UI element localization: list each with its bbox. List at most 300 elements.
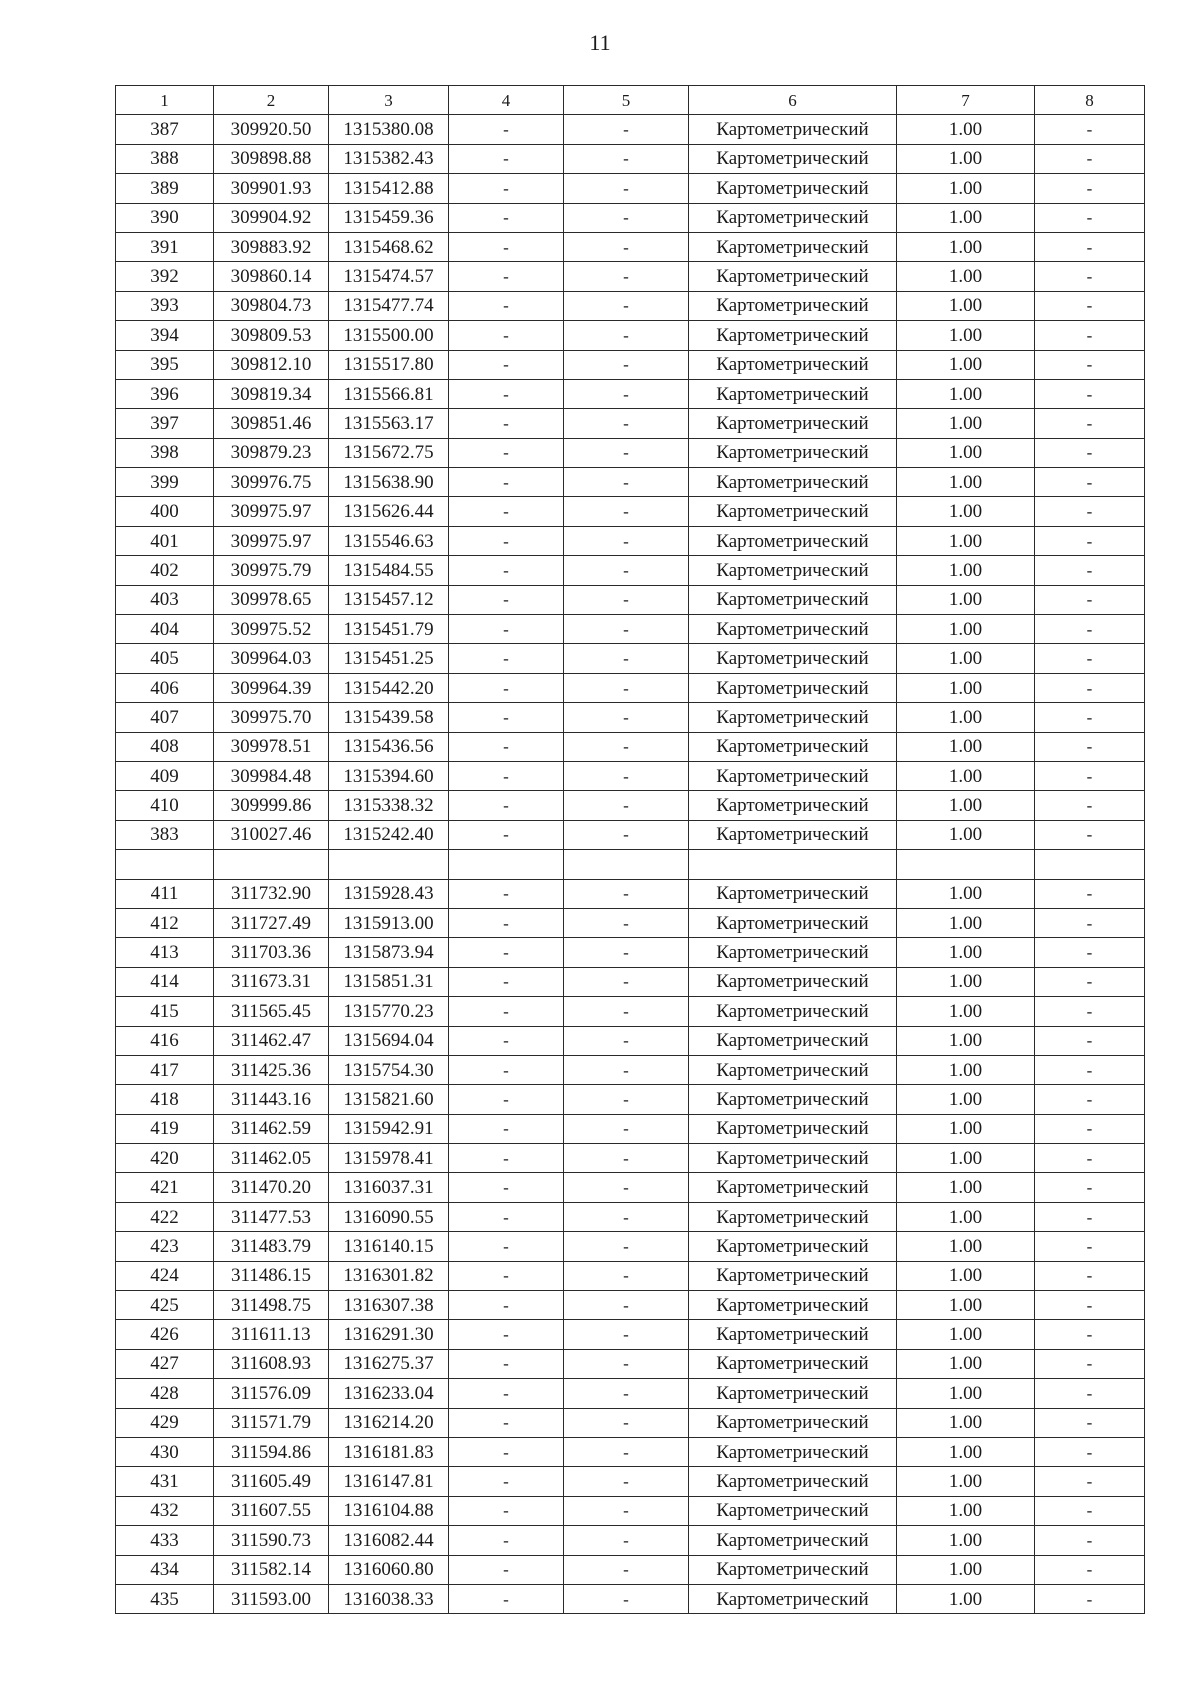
table-cell-col-8: -	[1035, 1320, 1145, 1349]
table-cell-col-6: Картометрический	[689, 115, 897, 144]
table-cell-col-5: -	[564, 350, 689, 379]
table-cell-col-7: 1.00	[897, 144, 1035, 173]
table-cell-col-4: -	[449, 1349, 564, 1378]
table-row	[116, 732, 1145, 761]
table-cell-col-3: 1315517.80	[329, 350, 449, 379]
table-cell-col-4: -	[449, 791, 564, 820]
table-cell-col-6: Картометрический	[689, 761, 897, 790]
table-cell-col-3: 1315451.25	[329, 644, 449, 673]
table-cell-col-3: 1316038.33	[329, 1584, 449, 1613]
table-cell-col-8: -	[1035, 1349, 1145, 1378]
table-cell-col-2: 311703.36	[214, 938, 329, 967]
table-cell-col-2: 311605.49	[214, 1467, 329, 1496]
table-cell-col-2: 311483.79	[214, 1232, 329, 1261]
table-cell-col-6: Картометрический	[689, 1320, 897, 1349]
table-cell-col-1: 393	[116, 291, 214, 320]
table-cell-col-4: -	[449, 585, 564, 614]
table-cell-col-7: 1.00	[897, 350, 1035, 379]
table-cell-col-3: 1316082.44	[329, 1526, 449, 1555]
table-cell-col-6: Картометрический	[689, 644, 897, 673]
table-cell-col-3: 1315459.36	[329, 203, 449, 232]
table-cell-col-5: -	[564, 262, 689, 291]
table-cell-col-7: 1.00	[897, 1526, 1035, 1555]
table-row	[116, 1379, 1145, 1408]
table-cell-col-8: -	[1035, 1291, 1145, 1320]
table-row	[116, 232, 1145, 261]
table-cell-col-7: 1.00	[897, 1055, 1035, 1084]
table-cell-col-5: -	[564, 291, 689, 320]
table-cell-col-3	[329, 850, 449, 879]
table-cell-col-5: -	[564, 615, 689, 644]
table-cell-col-2: 309976.75	[214, 468, 329, 497]
table-cell-col-6: Картометрический	[689, 1437, 897, 1466]
table-cell-col-6: Картометрический	[689, 1584, 897, 1613]
table-cell-col-5: -	[564, 1408, 689, 1437]
table-cell-col-6: Картометрический	[689, 997, 897, 1026]
table-cell-col-7: 1.00	[897, 1232, 1035, 1261]
table-cell-col-1: 434	[116, 1555, 214, 1584]
table-cell-col-8: -	[1035, 791, 1145, 820]
table-cell-col-2: 309851.46	[214, 409, 329, 438]
table-cell-col-2: 311462.59	[214, 1114, 329, 1143]
table-cell-col-3: 1315242.40	[329, 820, 449, 849]
table-cell-col-2: 309819.34	[214, 379, 329, 408]
table-cell-col-3: 1315851.31	[329, 967, 449, 996]
table-row	[116, 850, 1145, 879]
table-cell-col-3: 1316104.88	[329, 1496, 449, 1525]
column-header-3: 3	[329, 86, 449, 115]
table-row	[116, 203, 1145, 232]
table-cell-col-4: -	[449, 1232, 564, 1261]
table-cell-col-1: 423	[116, 1232, 214, 1261]
table-cell-col-4: -	[449, 497, 564, 526]
table-cell-col-3: 1315442.20	[329, 673, 449, 702]
table-cell-col-8: -	[1035, 144, 1145, 173]
table-cell-col-5: -	[564, 1232, 689, 1261]
table-cell-col-1: 383	[116, 820, 214, 849]
table-cell-col-2: 309999.86	[214, 791, 329, 820]
table-cell-col-7: 1.00	[897, 291, 1035, 320]
table-cell-col-7: 1.00	[897, 908, 1035, 937]
table-cell-col-3: 1315754.30	[329, 1055, 449, 1084]
table-cell-col-5: -	[564, 703, 689, 732]
table-row	[116, 938, 1145, 967]
table-cell-col-4: -	[449, 350, 564, 379]
table-cell-col-7: 1.00	[897, 468, 1035, 497]
table-cell-col-8: -	[1035, 615, 1145, 644]
table-cell-col-3: 1315978.41	[329, 1144, 449, 1173]
table-cell-col-1: 426	[116, 1320, 214, 1349]
table-cell-col-2: 309975.70	[214, 703, 329, 732]
table-cell-col-2: 309975.97	[214, 526, 329, 555]
table-cell-col-5: -	[564, 321, 689, 350]
table-cell-col-5: -	[564, 879, 689, 908]
table-cell-col-7	[897, 850, 1035, 879]
table-cell-col-5: -	[564, 1055, 689, 1084]
table-cell-col-2: 309898.88	[214, 144, 329, 173]
table-cell-col-6: Картометрический	[689, 497, 897, 526]
table-cell-col-3: 1315394.60	[329, 761, 449, 790]
table-cell-col-6: Картометрический	[689, 1526, 897, 1555]
table-cell-col-7: 1.00	[897, 409, 1035, 438]
table-cell-col-1: 428	[116, 1379, 214, 1408]
table-cell-col-1: 387	[116, 115, 214, 144]
table-cell-col-6: Картометрический	[689, 232, 897, 261]
table-cell-col-4: -	[449, 1114, 564, 1143]
table-cell-col-2: 311608.93	[214, 1349, 329, 1378]
table-cell-col-2: 309812.10	[214, 350, 329, 379]
table-cell-col-8: -	[1035, 174, 1145, 203]
table-cell-col-3: 1315928.43	[329, 879, 449, 908]
table-row	[116, 1261, 1145, 1290]
table-cell-col-7: 1.00	[897, 1261, 1035, 1290]
table-cell-col-4: -	[449, 115, 564, 144]
table-row	[116, 1320, 1145, 1349]
table-cell-col-5: -	[564, 732, 689, 761]
table-cell-col-2: 310027.46	[214, 820, 329, 849]
table-cell-col-1: 429	[116, 1408, 214, 1437]
table-cell-col-2: 309809.53	[214, 321, 329, 350]
table-cell-col-7: 1.00	[897, 1026, 1035, 1055]
table-row	[116, 761, 1145, 790]
table-cell-col-5: -	[564, 1026, 689, 1055]
table-cell-col-6: Картометрический	[689, 615, 897, 644]
table-cell-col-5: -	[564, 409, 689, 438]
table-row	[116, 585, 1145, 614]
table-cell-col-2: 311565.45	[214, 997, 329, 1026]
table-cell-col-4: -	[449, 468, 564, 497]
table-cell-col-8: -	[1035, 1173, 1145, 1202]
table-cell-col-4: -	[449, 203, 564, 232]
table-cell-col-7: 1.00	[897, 1202, 1035, 1231]
table-cell-col-4: -	[449, 1261, 564, 1290]
table-cell-col-1: 433	[116, 1526, 214, 1555]
table-cell-col-3: 1316214.20	[329, 1408, 449, 1437]
table-cell-col-1: 422	[116, 1202, 214, 1231]
table-cell-col-8: -	[1035, 1496, 1145, 1525]
table-cell-col-5	[564, 850, 689, 879]
table-row	[116, 321, 1145, 350]
table-cell-col-4: -	[449, 409, 564, 438]
table-cell-col-7: 1.00	[897, 1555, 1035, 1584]
table-cell-col-8: -	[1035, 644, 1145, 673]
table-cell-col-1: 409	[116, 761, 214, 790]
table-cell-col-1: 412	[116, 908, 214, 937]
table-row	[116, 879, 1145, 908]
table-cell-col-8: -	[1035, 526, 1145, 555]
table-row	[116, 1114, 1145, 1143]
table-cell-col-3: 1316060.80	[329, 1555, 449, 1584]
table-cell-col-7: 1.00	[897, 321, 1035, 350]
table-row	[116, 1408, 1145, 1437]
table-cell-col-4: -	[449, 526, 564, 555]
table-cell-col-8: -	[1035, 1379, 1145, 1408]
table-cell-col-8: -	[1035, 262, 1145, 291]
table-cell-col-7: 1.00	[897, 262, 1035, 291]
table-cell-col-2: 309883.92	[214, 232, 329, 261]
table-row	[116, 1291, 1145, 1320]
table-cell-col-7: 1.00	[897, 379, 1035, 408]
table-cell-col-5: -	[564, 379, 689, 408]
table-cell-col-7: 1.00	[897, 1144, 1035, 1173]
table-cell-col-6: Картометрический	[689, 1114, 897, 1143]
table-cell-col-7: 1.00	[897, 585, 1035, 614]
table-cell-col-4: -	[449, 174, 564, 203]
table-cell-col-2: 311607.55	[214, 1496, 329, 1525]
table-row	[116, 350, 1145, 379]
column-header-1: 1	[116, 86, 214, 115]
table-row	[116, 1526, 1145, 1555]
table-row	[116, 262, 1145, 291]
table-cell-col-5: -	[564, 791, 689, 820]
table-row	[116, 791, 1145, 820]
table-cell-col-8: -	[1035, 732, 1145, 761]
table-cell-col-4: -	[449, 232, 564, 261]
table-cell-col-5: -	[564, 1291, 689, 1320]
table-cell-col-2	[214, 850, 329, 879]
table-row	[116, 967, 1145, 996]
table-cell-col-2: 311470.20	[214, 1173, 329, 1202]
table-row	[116, 1173, 1145, 1202]
table-cell-col-7: 1.00	[897, 732, 1035, 761]
table-cell-col-5: -	[564, 1144, 689, 1173]
table-cell-col-4: -	[449, 1555, 564, 1584]
table-cell-col-5: -	[564, 1379, 689, 1408]
table-cell-col-8: -	[1035, 908, 1145, 937]
table-cell-col-6: Картометрический	[689, 820, 897, 849]
table-cell-col-2: 311727.49	[214, 908, 329, 937]
table-cell-col-8: -	[1035, 1555, 1145, 1584]
table-cell-col-1: 399	[116, 468, 214, 497]
table-cell-col-6: Картометрический	[689, 203, 897, 232]
table-cell-col-2: 309901.93	[214, 174, 329, 203]
table-cell-col-6: Картометрический	[689, 291, 897, 320]
table-cell-col-3: 1316307.38	[329, 1291, 449, 1320]
table-cell-col-8: -	[1035, 1026, 1145, 1055]
table-row	[116, 144, 1145, 173]
table-cell-col-2: 311462.47	[214, 1026, 329, 1055]
table-cell-col-8: -	[1035, 203, 1145, 232]
table-cell-col-7: 1.00	[897, 497, 1035, 526]
table-cell-col-4: -	[449, 1291, 564, 1320]
table-cell-col-2: 309975.97	[214, 497, 329, 526]
table-cell-col-5: -	[564, 174, 689, 203]
table-cell-col-7: 1.00	[897, 1437, 1035, 1466]
table-cell-col-6: Картометрический	[689, 1232, 897, 1261]
table-cell-col-3: 1316275.37	[329, 1349, 449, 1378]
table-cell-col-7: 1.00	[897, 526, 1035, 555]
table-cell-col-4: -	[449, 1144, 564, 1173]
table-cell-col-6: Картометрический	[689, 379, 897, 408]
table-cell-col-6: Картометрический	[689, 791, 897, 820]
table-cell-col-3: 1316090.55	[329, 1202, 449, 1231]
table-cell-col-7: 1.00	[897, 615, 1035, 644]
table-cell-col-4: -	[449, 1526, 564, 1555]
table-cell-col-5: -	[564, 1261, 689, 1290]
table-cell-col-3: 1316291.30	[329, 1320, 449, 1349]
table-cell-col-4: -	[449, 144, 564, 173]
table-cell-col-3: 1315873.94	[329, 938, 449, 967]
table-cell-col-8: -	[1035, 1114, 1145, 1143]
table-cell-col-7: 1.00	[897, 438, 1035, 467]
table-cell-col-7: 1.00	[897, 1349, 1035, 1378]
table-cell-col-5: -	[564, 556, 689, 585]
table-cell-col-4: -	[449, 1408, 564, 1437]
column-header-2: 2	[214, 86, 329, 115]
table-cell-col-2: 311576.09	[214, 1379, 329, 1408]
table-cell-col-6: Картометрический	[689, 1408, 897, 1437]
table-cell-col-5: -	[564, 438, 689, 467]
table-row	[116, 438, 1145, 467]
table-cell-col-6: Картометрический	[689, 1085, 897, 1114]
table-cell-col-7: 1.00	[897, 1584, 1035, 1613]
table-cell-col-5: -	[564, 1496, 689, 1525]
table-cell-col-8: -	[1035, 379, 1145, 408]
table-cell-col-3: 1315338.32	[329, 791, 449, 820]
table-cell-col-6: Картометрический	[689, 1173, 897, 1202]
table-cell-col-7: 1.00	[897, 673, 1035, 702]
table-cell-col-8: -	[1035, 291, 1145, 320]
table-cell-col-4: -	[449, 438, 564, 467]
table-cell-col-6: Картометрический	[689, 321, 897, 350]
table-cell-col-5: -	[564, 1467, 689, 1496]
table-cell-col-6: Картометрический	[689, 673, 897, 702]
table-cell-col-5: -	[564, 585, 689, 614]
table-cell-col-5: -	[564, 673, 689, 702]
table-cell-col-7: 1.00	[897, 879, 1035, 908]
table-cell-col-6: Картометрический	[689, 879, 897, 908]
column-header-7: 7	[897, 86, 1035, 115]
table-cell-col-5: -	[564, 1085, 689, 1114]
table-cell-col-8: -	[1035, 761, 1145, 790]
table-row	[116, 1349, 1145, 1378]
table-cell-col-6: Картометрический	[689, 1291, 897, 1320]
table-row	[116, 115, 1145, 144]
table-cell-col-5: -	[564, 908, 689, 937]
table-cell-col-1: 419	[116, 1114, 214, 1143]
table-cell-col-3: 1315770.23	[329, 997, 449, 1026]
table-cell-col-7: 1.00	[897, 115, 1035, 144]
table-cell-col-4: -	[449, 967, 564, 996]
table-cell-col-7: 1.00	[897, 791, 1035, 820]
table-cell-col-1: 427	[116, 1349, 214, 1378]
table-cell-col-8: -	[1035, 1467, 1145, 1496]
table-cell-col-4: -	[449, 732, 564, 761]
table-row	[116, 379, 1145, 408]
table-cell-col-1: 421	[116, 1173, 214, 1202]
table-cell-col-3: 1315457.12	[329, 585, 449, 614]
table-row	[116, 997, 1145, 1026]
column-header-8: 8	[1035, 86, 1145, 115]
table-cell-col-7: 1.00	[897, 556, 1035, 585]
table-cell-col-3: 1315477.74	[329, 291, 449, 320]
table-row	[116, 908, 1145, 937]
table-cell-col-1: 425	[116, 1291, 214, 1320]
table-cell-col-1	[116, 850, 214, 879]
table-row	[116, 1467, 1145, 1496]
table-cell-col-4: -	[449, 291, 564, 320]
table-cell-col-4: -	[449, 1584, 564, 1613]
table-cell-col-2: 311594.86	[214, 1437, 329, 1466]
table-cell-col-4: -	[449, 1437, 564, 1466]
table-cell-col-8: -	[1035, 409, 1145, 438]
table-cell-col-6: Картометрический	[689, 262, 897, 291]
table-cell-col-5: -	[564, 1526, 689, 1555]
table-cell-col-3: 1315942.91	[329, 1114, 449, 1143]
table-cell-col-2: 309975.79	[214, 556, 329, 585]
table-cell-col-5: -	[564, 115, 689, 144]
table-cell-col-7: 1.00	[897, 1085, 1035, 1114]
table-cell-col-3: 1315638.90	[329, 468, 449, 497]
table-cell-col-5: -	[564, 1555, 689, 1584]
table-cell-col-2: 309984.48	[214, 761, 329, 790]
table-cell-col-6: Картометрический	[689, 1379, 897, 1408]
table-cell-col-1: 407	[116, 703, 214, 732]
table-cell-col-3: 1315821.60	[329, 1085, 449, 1114]
page-number: 11	[589, 30, 611, 55]
table-cell-col-2: 309964.39	[214, 673, 329, 702]
table-cell-col-1: 403	[116, 585, 214, 614]
table-cell-col-4: -	[449, 1055, 564, 1084]
table-cell-col-2: 311425.36	[214, 1055, 329, 1084]
table-cell-col-1: 397	[116, 409, 214, 438]
table-cell-col-3: 1316233.04	[329, 1379, 449, 1408]
table-row	[116, 673, 1145, 702]
table-cell-col-8: -	[1035, 703, 1145, 732]
table-cell-col-4: -	[449, 379, 564, 408]
table-cell-col-8: -	[1035, 321, 1145, 350]
table-row	[116, 1085, 1145, 1114]
table-cell-col-7: 1.00	[897, 1320, 1035, 1349]
column-header-4: 4	[449, 86, 564, 115]
table-cell-col-4: -	[449, 321, 564, 350]
table-row	[116, 1496, 1145, 1525]
table-cell-col-3: 1316301.82	[329, 1261, 449, 1290]
table-cell-col-5: -	[564, 1202, 689, 1231]
table-cell-col-1: 408	[116, 732, 214, 761]
table-cell-col-5: -	[564, 468, 689, 497]
table-cell-col-2: 309978.65	[214, 585, 329, 614]
table-cell-col-1: 402	[116, 556, 214, 585]
table-cell-col-7: 1.00	[897, 703, 1035, 732]
table-cell-col-6: Картометрический	[689, 1496, 897, 1525]
table-cell-col-6: Картометрический	[689, 1144, 897, 1173]
table-cell-col-2: 311486.15	[214, 1261, 329, 1290]
table-row	[116, 526, 1145, 555]
table-cell-col-6: Картометрический	[689, 144, 897, 173]
table-cell-col-1: 388	[116, 144, 214, 173]
table-cell-col-5: -	[564, 967, 689, 996]
table-cell-col-1: 392	[116, 262, 214, 291]
table-cell-col-2: 311443.16	[214, 1085, 329, 1114]
table-cell-col-4: -	[449, 262, 564, 291]
table-cell-col-6: Картометрический	[689, 1026, 897, 1055]
table-cell-col-1: 415	[116, 997, 214, 1026]
table-cell-col-4: -	[449, 644, 564, 673]
table-cell-col-4: -	[449, 1467, 564, 1496]
table-cell-col-8: -	[1035, 497, 1145, 526]
table-cell-col-2: 311611.13	[214, 1320, 329, 1349]
table-cell-col-5: -	[564, 1584, 689, 1613]
table-cell-col-3: 1315468.62	[329, 232, 449, 261]
table-cell-col-4: -	[449, 703, 564, 732]
table-cell-col-8: -	[1035, 1144, 1145, 1173]
table-cell-col-3: 1316181.83	[329, 1437, 449, 1466]
table-cell-col-6: Картометрический	[689, 1349, 897, 1378]
table-cell-col-5: -	[564, 820, 689, 849]
table-cell-col-1: 389	[116, 174, 214, 203]
table-cell-col-7: 1.00	[897, 1408, 1035, 1437]
